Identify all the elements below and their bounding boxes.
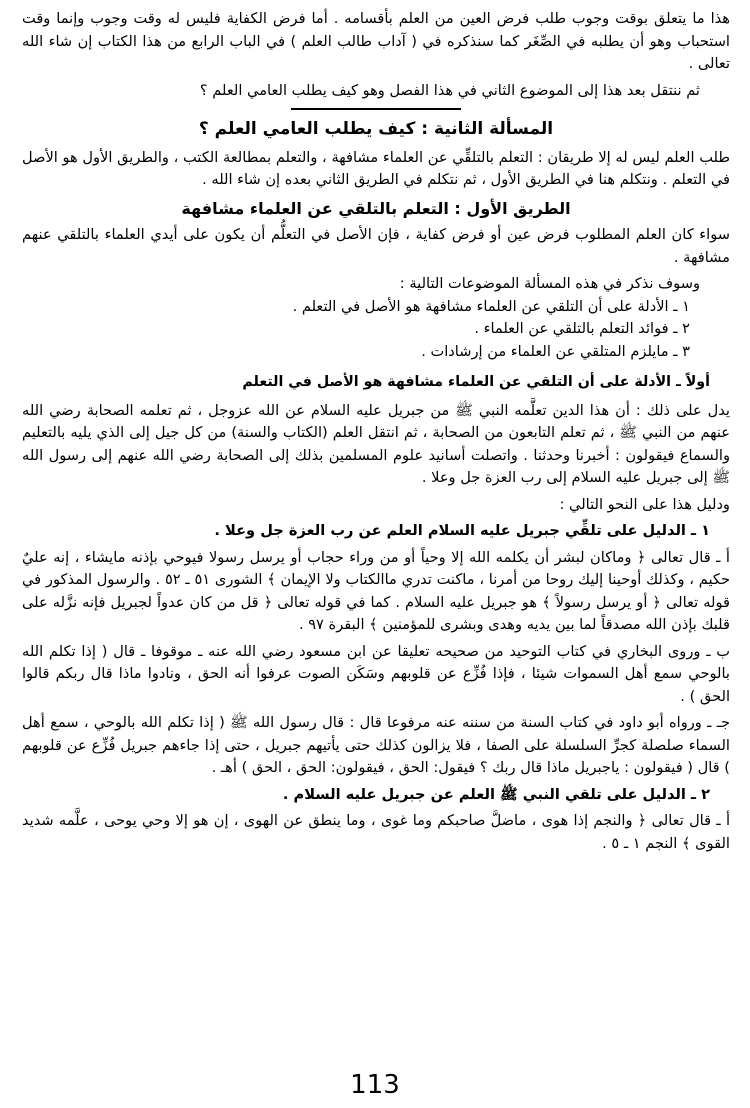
paragraph: ب ـ وروى البخاري في كتاب التوحيد من صحيحه تعليقا عن ابن مسعود رضي الله عنه ـ موقوفا ـ قال ( إذا تكلم الله بالوحي سمع أهل السموات شيئا ، فإذا فُزِّع عن قلوبهم وسَكَن الصوت عرفوا أنه الحق ، ونادوا ماذا قال ربكم قالوا الحق ) . — [22, 642, 730, 705]
paragraph: أ ـ قال تعالى ﴿ والنجم إذا هوى ، ماضلَّ صاحبكم وما غوى ، وما ينطق عن الهوى ، إن هو إلا وحي يوحى ، علَّمه شديد القوى ﴾ النجم ١ ـ ٥ . — [22, 812, 730, 852]
paragraph: ودليل هذا على النحو التالي : — [559, 495, 730, 513]
evidence-heading: ١ ـ الدليل على تلقِّي جبريل عليه السلام العلم عن رب العزة جل وعلا . — [214, 522, 710, 539]
list-item: ٢ ـ فوائد التعلم بالتلقي عن العلماء . — [474, 320, 690, 337]
paragraph: أ ـ قال تعالى ﴿ وماكان لبشر أن يكلمه الله إلا وحياً أو من وراء حجاب أو يرسل رسولا فيوحي بإذنه مايشاء ، إنه عليٌ حكيم ، وكذلك أوحينا إليك روحا من أمرنا ، ماكنت تدري ماالكتاب ولا الإيمان ﴾ الشورى ٥١ ـ ٥٢ . والرسول المذكور في قوله تعالى ﴿ أو يرسل رسولاً ﴾ هو جبريل عليه السلام . كما في قوله تعالى ﴿ قل من كان عدواً لجبريل فإنه نزَّله على قلبك بإذن الله مصدقاً لما بين يديه وهدى وبشرى للمؤمنين ﴾ البقرة ٩٧ . — [22, 548, 730, 633]
list-item: ٣ ـ مايلزم المتلقي عن العلماء من إرشادات . — [421, 342, 690, 360]
list-intro: وسوف نذكر في هذه المسألة الموضوعات التالية : — [399, 275, 700, 292]
paragraph: سواء كان العلم المطلوب فرض عين أو فرض كفاية ، فإن الأصل في التعلُّم أن يكون على أيدي العلماء بالتلقي عنهم مشافهة . — [22, 226, 730, 266]
document-page — [22, 8, 730, 859]
paragraph: يدل على ذلك : أن هذا الدين تعلَّمه النبي ﷺ من جبريل عليه السلام عن الله عزوجل ، ثم تعلمه الصحابة رضي الله عنهم من النبي ﷺ ، ثم تعلم التابعون من الصحابة ، ثم انتقل العلم (الكتاب والسنة) من كل جيل إلى الذي يليه بالتعليم والسماع فيقولون : أخبرنا وحدثنا . واتصلت أسانيد علوم المسلمين بذلك إلى الصحابة رضي الله عنهم إلى رسول الله ﷺ إلى جبريل عليه السلام إلى رب العزة جل وعلا . — [22, 401, 730, 486]
section-heading: المسألة الثانية : كيف يطلب العامي العلم ؟ — [198, 119, 554, 139]
page-number: 113 — [350, 1070, 400, 1100]
subsection-heading: أولاً ـ الأدلة على أن التلقي عن العلماء مشافهة هو الأصل في التعلم — [242, 374, 710, 390]
paragraph: جـ ـ ورواه أبو داود في كتاب السنة من سننه عنه مرفوعا قال : قال رسول الله ﷺ ( إذا تكلم الله بالوحي ، سمع أهل السماء صلصلة كجرِّ السلسلة على الصفا ، فلا يزالون كذلك حتى يأتيهم جبريل ، حتى إذا جاءهم جبريل فُزِّع عن قلوبهم ) قال ( فيقولون : ياجبريل ماذا قال ربك ؟ فيقول: الحق ، فيقولون: الحق ، الحق ) أهـ . — [22, 714, 730, 776]
paragraph: هذا ما يتعلق بوقت وجوب طلب فرض العين من العلم بأقسامه . أما فرض الكفاية فليس له وقت وجوب وإنما وقت استحباب وهو أن يطلبه في الصِّغَر كما سنذكره في ( آداب طالب العلم ) في الباب الرابع من هذا الكتاب إن شاء الله تعالى . — [22, 10, 730, 72]
evidence-heading: ٢ ـ الدليل على تلقي النبي ﷺ العلم عن جبريل عليه السلام . — [282, 785, 710, 803]
subsection-heading: الطريق الأول : التعلم بالتلقي عن العلماء مشافهة — [181, 198, 571, 218]
list-item: ١ ـ الأدلة على أن التلقي عن العلماء مشافهة هو الأصل في التعلم . — [292, 297, 690, 315]
section-divider — [291, 108, 461, 110]
paragraph: ثم ننتقل بعد هذا إلى الموضوع الثاني في هذا الفصل وهو كيف يطلب العامي العلم ؟ — [199, 81, 700, 99]
paragraph: طلب العلم ليس له إلا طريقان : التعلم بالتلقِّي عن العلماء مشافهة ، والتعلم بمطالعة الكتب ، والطريق الأول هو الأصل في التعلم . ونتكلم هنا في الطريق الأول ، ثم نتكلم في الطريق الثاني بعده إن شاء الله . — [22, 148, 730, 188]
